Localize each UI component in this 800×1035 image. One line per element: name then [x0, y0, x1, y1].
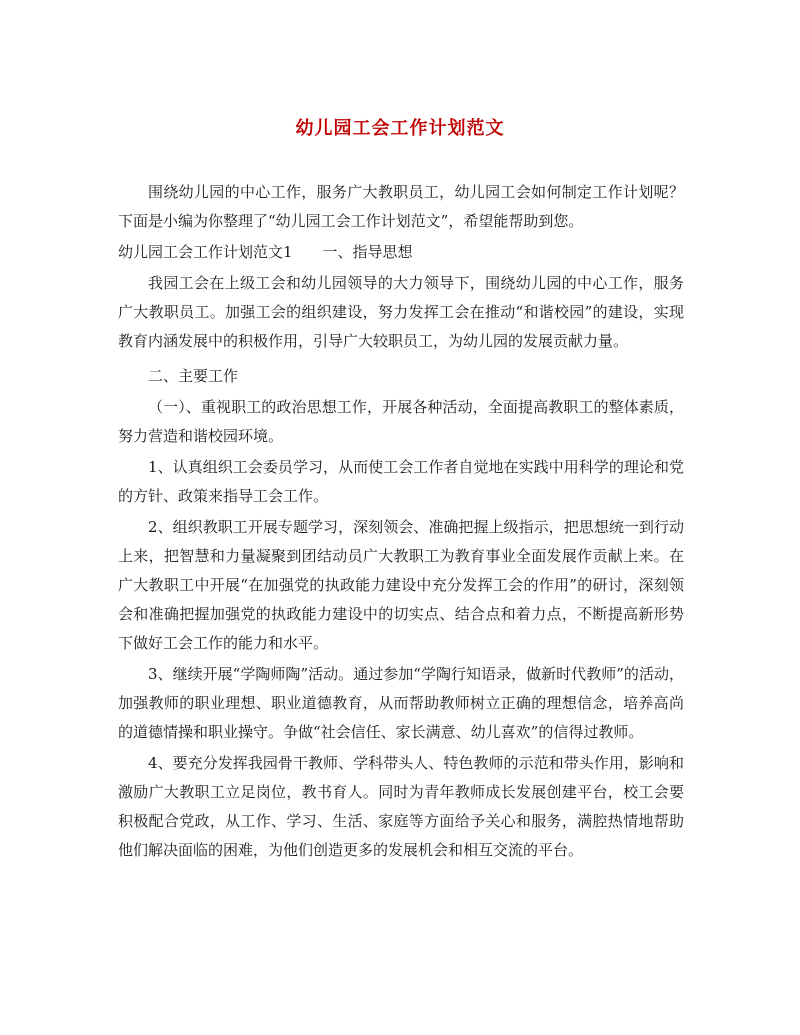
intro-paragraph: 围绕幼儿园的中心工作，服务广大教职员工，幼儿园工会如何制定工作计划呢？下面是小编为你整理了“幼儿园工会工作计划范文”，希望能帮助到您。	[118, 183, 684, 230]
document-title: 幼儿园工会工作计划范文	[295, 118, 505, 139]
document-body	[118, 178, 684, 865]
section-1-heading: 一、指导思想	[322, 243, 413, 261]
subtitle-line	[118, 238, 684, 267]
work-item-4: 3、继续开展“学陶师陶”活动。通过参加“学陶行知语录，做新时代教师”的活动，加强教师的职业理想、职业道德教育，从而帮助教师树立正确的理想信念，培养高尚的道德情操和职业操守。争做“社会信任、家长满意、幼儿喜欢”的信得过教师。	[118, 665, 684, 741]
work-item-1: （一）、重视职工的政治思想工作，开展各种活动，全面提高教职工的整体素质，努力营造和谐校园环境。	[118, 398, 684, 445]
work-item-5: 4、要充分发挥我园骨干教师、学科带头人、特色教师的示范和带头作用，影响和激励广大教职工立足岗位，教书育人。同时为青年教师成长发展创建平台，校工会要积极配合党政，从工作、学习、生活、家庭等方面给予关心和服务，满腔热情地帮助他们解决面临的困难，为他们创造更多的发展机会和相互交流的平台。	[118, 754, 684, 859]
work-item-3: 2、组织教职工开展专题学习，深刻领会、准确把握上级指示，把思想统一到行动上来，把智慧和力量凝聚到团结动员广大教职工为教育事业全面发展作贡献上来。在广大教职工中开展“在加强党的执政能力建设中充分发挥工会的作用”的研讨，深刻领会和准确把握加强党的执政能力建设中的切实点、结合点和着力点，不断提高新形势下做好工会工作的能力和水平。	[118, 518, 684, 652]
section-2-heading: 二、主要工作	[148, 367, 239, 385]
subtitle: 幼儿园工会工作计划范文1	[118, 243, 293, 261]
section-1-paragraph: 我园工会在上级工会和幼儿园领导的大力领导下，围绕幼儿园的中心工作，服务广大教职员工。加强工会的组织建设，努力发挥工会在推动“和谐校园”的建设，实现教育内涵发展中的积极作用，引导广大较职员工，为幼儿园的发展贡献力量。	[118, 274, 684, 350]
work-item-2: 1、认真组织工会委员学习，从而使工会工作者自觉地在实践中用科学的理论和党的方针、政策来指导工会工作。	[118, 458, 684, 505]
